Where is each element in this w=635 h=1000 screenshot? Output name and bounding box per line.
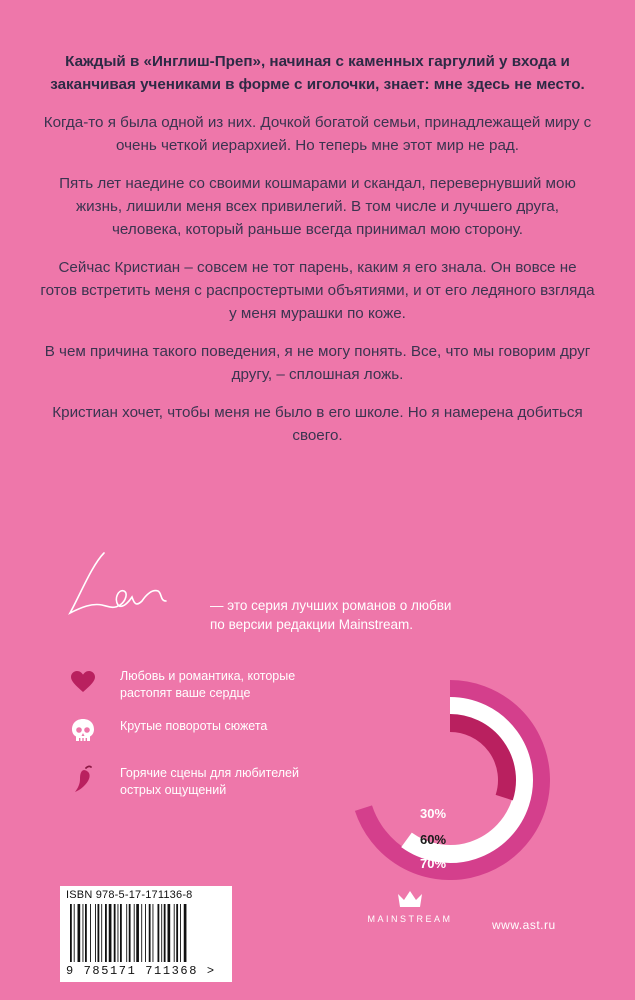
chili-pepper-icon (70, 765, 96, 793)
barcode-bar (149, 904, 151, 962)
barcode-bar (161, 904, 162, 962)
barcode-bar (118, 904, 119, 962)
barcode-bar (158, 904, 160, 962)
barcode-bar (109, 904, 112, 962)
barcode-bar (176, 904, 178, 962)
barcode-bar (95, 904, 96, 962)
rating-donut-chart (350, 680, 550, 880)
blurb-text (40, 50, 595, 462)
feature-text: острых ощущений (120, 783, 227, 797)
barcode-bar (168, 904, 171, 962)
barcode-bar (78, 904, 81, 962)
series-logo (62, 545, 202, 625)
barcode-bar (184, 904, 187, 962)
blurb-paragraph: Сейчас Кристиан – совсем не тот парень, каким я его знала. Он вовсе не готов встретить меня с распростертыми объятиями, и от его ледяного взгляда у меня мурашки по коже. (40, 259, 595, 322)
feature-plot-twists (70, 718, 267, 746)
rating-label-30: 30% (420, 806, 447, 821)
barcode-bar (70, 904, 72, 962)
feature-hot-scenes (70, 765, 299, 799)
barcode-bar (105, 904, 107, 962)
barcode (68, 904, 226, 962)
blurb-paragraph: Кристиан хочет, чтобы меня не было в его школе. Но я намерена добиться своего. (52, 404, 583, 444)
barcode-bar (141, 904, 142, 962)
series-description-line: — это серия лучших романов о любви (210, 598, 452, 613)
blurb-paragraph: Когда-то я была одной из них. Дочкой богатой семьи, принадлежащей миру с очень четкой иерархией. Но теперь мне этот мир не рад. (43, 114, 592, 154)
series-description (210, 596, 451, 634)
barcode-bar (153, 904, 154, 962)
rating-label-70: 70% (420, 856, 447, 871)
heart-icon (70, 668, 96, 696)
barcode-bar (98, 904, 100, 962)
blurb-paragraph: Пять лет наедине со своими кошмарами и скандал, перевернувший мою жизнь, лишили меня всех привилегий. В том числе и лучшего друга, человека, который раньше всегда принимал мою сторону. (59, 175, 576, 238)
barcode-bar (180, 904, 181, 962)
barcode-bar (145, 904, 146, 962)
barcode-bar (74, 904, 75, 962)
feature-text: растопят ваше сердце (120, 686, 251, 700)
publisher-website[interactable]: www.ast.ru (492, 918, 556, 932)
publisher-name: MAINSTREAM (367, 914, 453, 924)
series-description-line: по версии редакции Mainstream. (210, 617, 414, 632)
barcode-bar (114, 904, 116, 962)
barcode-bar (126, 904, 127, 962)
barcode-bar (164, 904, 166, 962)
feature-text: Горячие сцены для любителей (120, 766, 299, 780)
barcode-bar (136, 904, 139, 962)
isbn-text: ISBN 978-5-17-171136-8 (66, 889, 193, 901)
barcode-bar (83, 904, 84, 962)
barcode-bar (120, 904, 122, 962)
feature-text: Любовь и романтика, которые (120, 669, 296, 683)
publisher-logo (350, 890, 470, 924)
barcode-bar (101, 904, 102, 962)
barcode-bar (85, 904, 87, 962)
blurb-lead: Каждый в «Инглиш-Преп», начиная с каменных гаргулий у входа и заканчивая учениками в форме с иголочки, знает: мне здесь не место. (50, 53, 585, 93)
barcode-box (60, 886, 232, 982)
crown-icon (397, 890, 423, 908)
barcode-bar (129, 904, 131, 962)
blurb-paragraph: В чем причина такого поведения, я не могу понять. Все, что мы говорим друг другу, – сплошная ложь. (44, 343, 591, 383)
barcode-number: 9 785171 711368 > (66, 964, 216, 978)
barcode-bar (90, 904, 91, 962)
rating-label-60: 60% (420, 832, 447, 847)
feature-text: Крутые повороты сюжета (120, 719, 268, 733)
barcode-bar (174, 904, 175, 962)
skull-icon (70, 718, 96, 746)
barcode-bar (134, 904, 135, 962)
feature-romance (70, 668, 295, 702)
